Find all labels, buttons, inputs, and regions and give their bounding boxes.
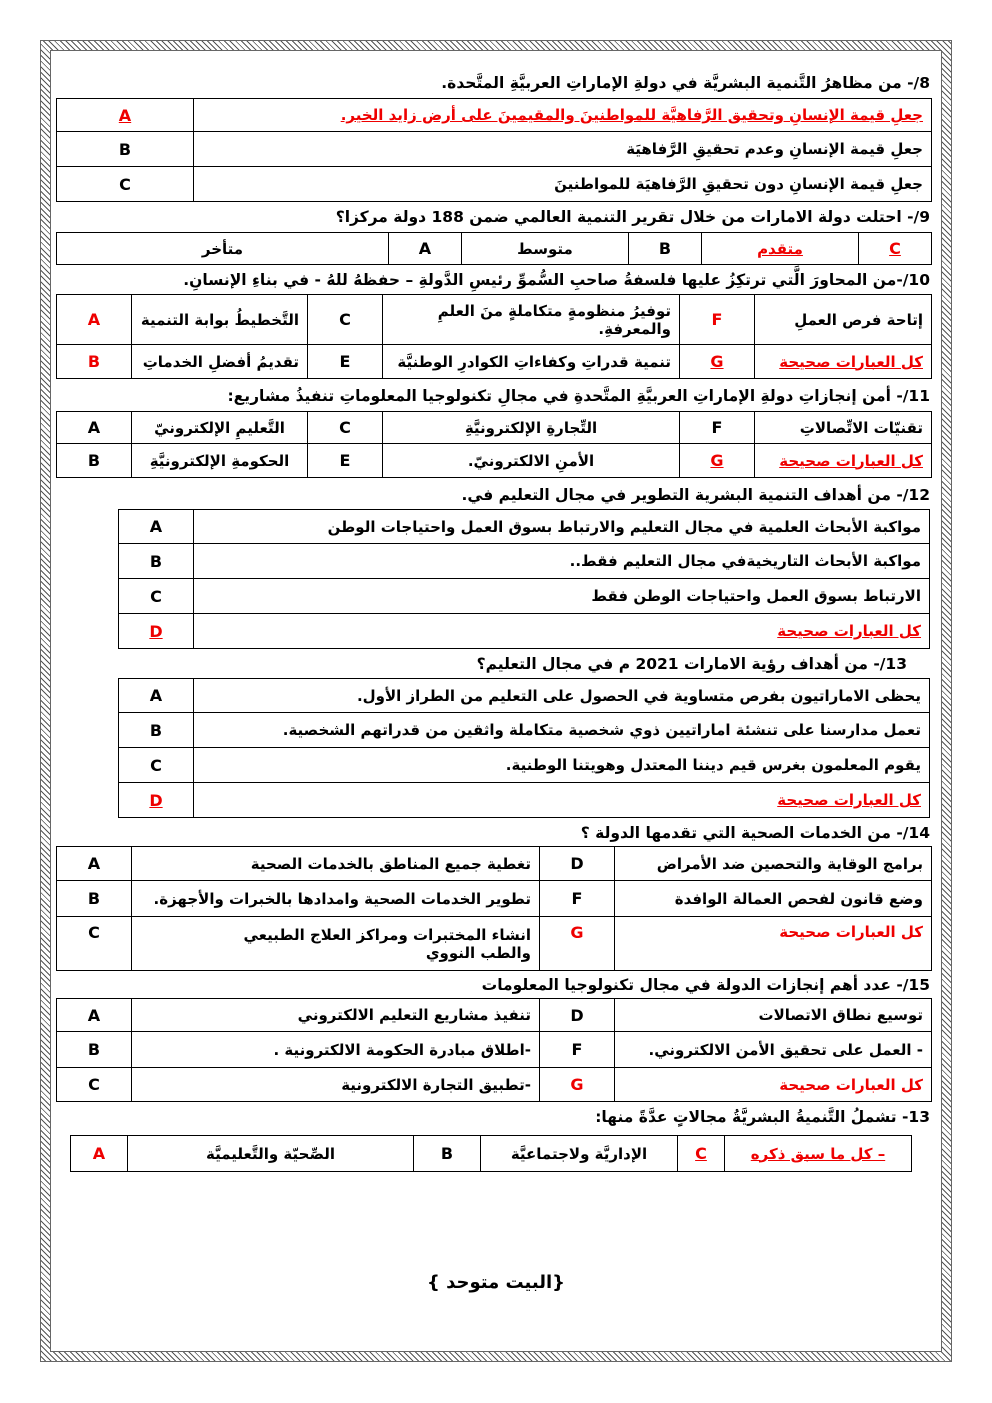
option-letter: A [57,847,132,881]
option-text: إتاحة فرص العملِ [755,295,932,345]
question-15-title: 15/- عدد أهم إنجازات الدولة في مجال تكنولوجيا المعلومات [481,976,930,994]
option-letter: F [680,412,755,444]
option-text: الصِّحيّة والتَّعليميَّة [128,1136,414,1172]
option-letter: C [57,167,194,202]
option-text: انشاء المختبرات ومراكز العلاج الطبيعي والطب النووي [132,917,540,971]
option-text: جعلِ قيمة الإنسانِ وتحقيق الرَّفاهيَّة للمواطنينَ والمقيمينَ على أرض زايد الخير. [194,99,932,132]
option-row[interactable] [119,713,930,748]
question-15-options [56,998,932,1102]
question-13-options [118,678,930,818]
option-letter: C [308,412,383,444]
option-text: متأخر [57,233,389,265]
option-row[interactable] [57,132,932,167]
option-row[interactable] [71,1136,912,1172]
option-row[interactable] [119,510,930,544]
option-text: جعلِ قيمة الإنسانِ وعدم تحقيقِ الرَّفاهيَة [194,132,932,167]
option-text: توسيع نطاق الاتصالات [615,999,932,1032]
option-row[interactable] [57,444,932,478]
option-letter: F [680,295,755,345]
option-letter: A [57,412,132,444]
option-text: تقنيّات الاتِّصالاتِ [755,412,932,444]
question-12-options [118,509,930,649]
footer-slogan: {البيت متوحد } [427,1272,565,1293]
option-letter: B [119,713,194,748]
option-letter: B [414,1136,481,1172]
option-text: وضع قانون لفحص العمالة الوافدة [615,881,932,917]
option-row[interactable] [57,233,932,265]
option-letter: C [308,295,383,345]
option-letter: A [119,679,194,713]
option-text: تقديمُ أفضلِ الخدماتِ [132,345,308,379]
option-text: مواكبة الأبحاث العلمية في مجال التعليم والارتباط بسوق العمل واحتياجات الوطن [194,510,930,544]
option-row[interactable] [57,1032,932,1068]
option-text: كل العبارات صحيحة [194,614,930,649]
option-letter: C [678,1136,725,1172]
option-text: كل العبارات صحيحة [615,1068,932,1102]
option-text: التَّخطيطُ بوابة التنمية [132,295,308,345]
question-14-title: 14/- من الخدمات الصحية التي تقدمها الدولة ؟ [580,824,930,842]
option-letter: A [71,1136,128,1172]
option-letter: C [119,748,194,783]
option-text: متقدم [702,233,859,265]
question-16-title: 13- تشملُ التَّنميةُ البشريَّةُ مجالاتٍ عدَّةً منها: [595,1108,930,1126]
option-letter: D [119,614,194,649]
option-letter: F [540,881,615,917]
option-text: تطوير الخدمات الصحية وامدادها بالخبرات والأجهزة. [132,881,540,917]
option-text: كل العبارات صحيحة [615,917,932,971]
option-row[interactable] [119,614,930,649]
question-10-title: 10/-من المحاورَ الَّتي ترتكِزُ عليها فلسفةُ صاحبِ السُّموِّ رئيسِ الدَّولةِ – حفظهُ للهُ - في بناءِ الإنسانِ. [183,271,930,289]
question-11-options [56,411,932,478]
option-letter: A [57,999,132,1032]
question-8-options [56,98,932,202]
option-letter: B [57,1032,132,1068]
option-letter: D [540,847,615,881]
option-row[interactable] [57,99,932,132]
option-row[interactable] [57,412,932,444]
option-row[interactable] [57,295,932,345]
option-row[interactable] [57,999,932,1032]
question-10-options [56,294,932,379]
option-letter: C [57,917,132,971]
option-text: تنفيذ مشاريع التعليم الالكتروني [132,999,540,1032]
option-text: تغطية جميع المناطق بالخدمات الصحية [132,847,540,881]
question-9-options [56,232,932,265]
option-text: يقوم المعلمون بغرس قيم ديننا المعتدل وهويتنا الوطنية. [194,748,930,783]
option-text: الحكومةِ الإلكترونيَّةِ [132,444,308,478]
option-text: برامج الوقاية والتحصين ضد الأمراض [615,847,932,881]
option-text: مواكبة الأبحاث التاريخيةفي مجال التعليم فقط.. [194,544,930,579]
option-letter: A [57,99,194,132]
option-text: الارتباط بسوق العمل واحتياجات الوطن فقط [194,579,930,614]
option-text: يحظى الاماراتيون بفرص متساوية في الحصول على التعليم من الطراز الأول. [194,679,930,713]
option-row[interactable] [57,1068,932,1102]
option-text: – كل ما سبق ذكره [725,1136,912,1172]
option-text: كل العبارات صحيحة [755,345,932,379]
option-text: كل العبارات صحيحة [194,783,930,818]
option-text: توفيرُ منظومةٍ متكاملةٍ منَ العلمِ والمعرفةِ. [383,295,680,345]
option-row[interactable] [57,847,932,881]
option-text: التَّعليمِ الإلكترونيّ [132,412,308,444]
option-text: -تطبيق التجارة الالكترونية [132,1068,540,1102]
option-letter: C [57,1068,132,1102]
option-letter: D [540,999,615,1032]
option-letter: B [119,544,194,579]
option-text: - العمل على تحقيق الأمن الالكتروني. [615,1032,932,1068]
option-letter: A [119,510,194,544]
option-letter: B [57,881,132,917]
option-row[interactable] [57,167,932,202]
option-letter: C [859,233,932,265]
option-letter: F [540,1032,615,1068]
option-letter: B [629,233,702,265]
option-row[interactable] [119,579,930,614]
question-16-options [70,1135,912,1172]
option-text: الأمنِ الالكترونيّ. [383,444,680,478]
option-text: جعلِ قيمة الإنسانِ دون تحقيقِ الرَّفاهيَة للمواطنينَ [194,167,932,202]
option-letter: C [119,579,194,614]
question-14-options [56,846,932,971]
option-letter: G [680,345,755,379]
option-letter: A [389,233,462,265]
option-letter: B [57,444,132,478]
question-13-title: 13/- من أهداف رؤية الامارات 2021 م في مجال التعليم؟ [476,655,907,673]
option-text: تنمية قدراتِ وكفاءاتِ الكوادرِ الوطنيَّة [383,345,680,379]
option-text: كل العبارات صحيحة [755,444,932,478]
option-row[interactable] [57,881,932,917]
option-letter: G [540,1068,615,1102]
option-letter: G [540,917,615,971]
option-text: الإداريَّة ولاجتماعيَّة [481,1136,678,1172]
option-letter: G [680,444,755,478]
option-text: تعمل مدارسنا على تنشئة اماراتيين ذوي شخصية متكاملة واثقين من قدراتهم الشخصية. [194,713,930,748]
option-letter: D [119,783,194,818]
question-11-title: 11/- أمن إنجازاتِ دولةِ الإماراتِ العربيَّةِ المتَّحدةِ في مجالِ تكنولوجيا المعلوماتِ تنفيذُ مشاريع: [227,387,930,405]
question-8-title: 8/- من مظاهرُ التَّنمية البشريَّة في دولةِ الإماراتِ العربيَّةِ المتَّحدة. [441,74,930,92]
option-row[interactable] [57,345,932,379]
option-row[interactable] [57,917,932,971]
option-row[interactable] [119,679,930,713]
option-row[interactable] [119,783,930,818]
option-letter: E [308,444,383,478]
option-letter: A [57,295,132,345]
option-letter: B [57,132,194,167]
option-letter: E [308,345,383,379]
option-letter: B [57,345,132,379]
option-row[interactable] [119,748,930,783]
option-text: -اطلاق مبادرة الحكومة الالكترونية . [132,1032,540,1068]
option-text: متوسط [462,233,629,265]
option-row[interactable] [119,544,930,579]
question-9-title: 9/- احتلت دولة الامارات من خلال تقرير التنمية العالمي ضمن 188 دولة مركزا؟ [335,208,930,226]
question-12-title: 12/- من أهداف التنمية البشرية التطوير في مجال التعليم في. [461,486,930,504]
option-text: التِّجارةِ الإلكترونيَّةِ [383,412,680,444]
